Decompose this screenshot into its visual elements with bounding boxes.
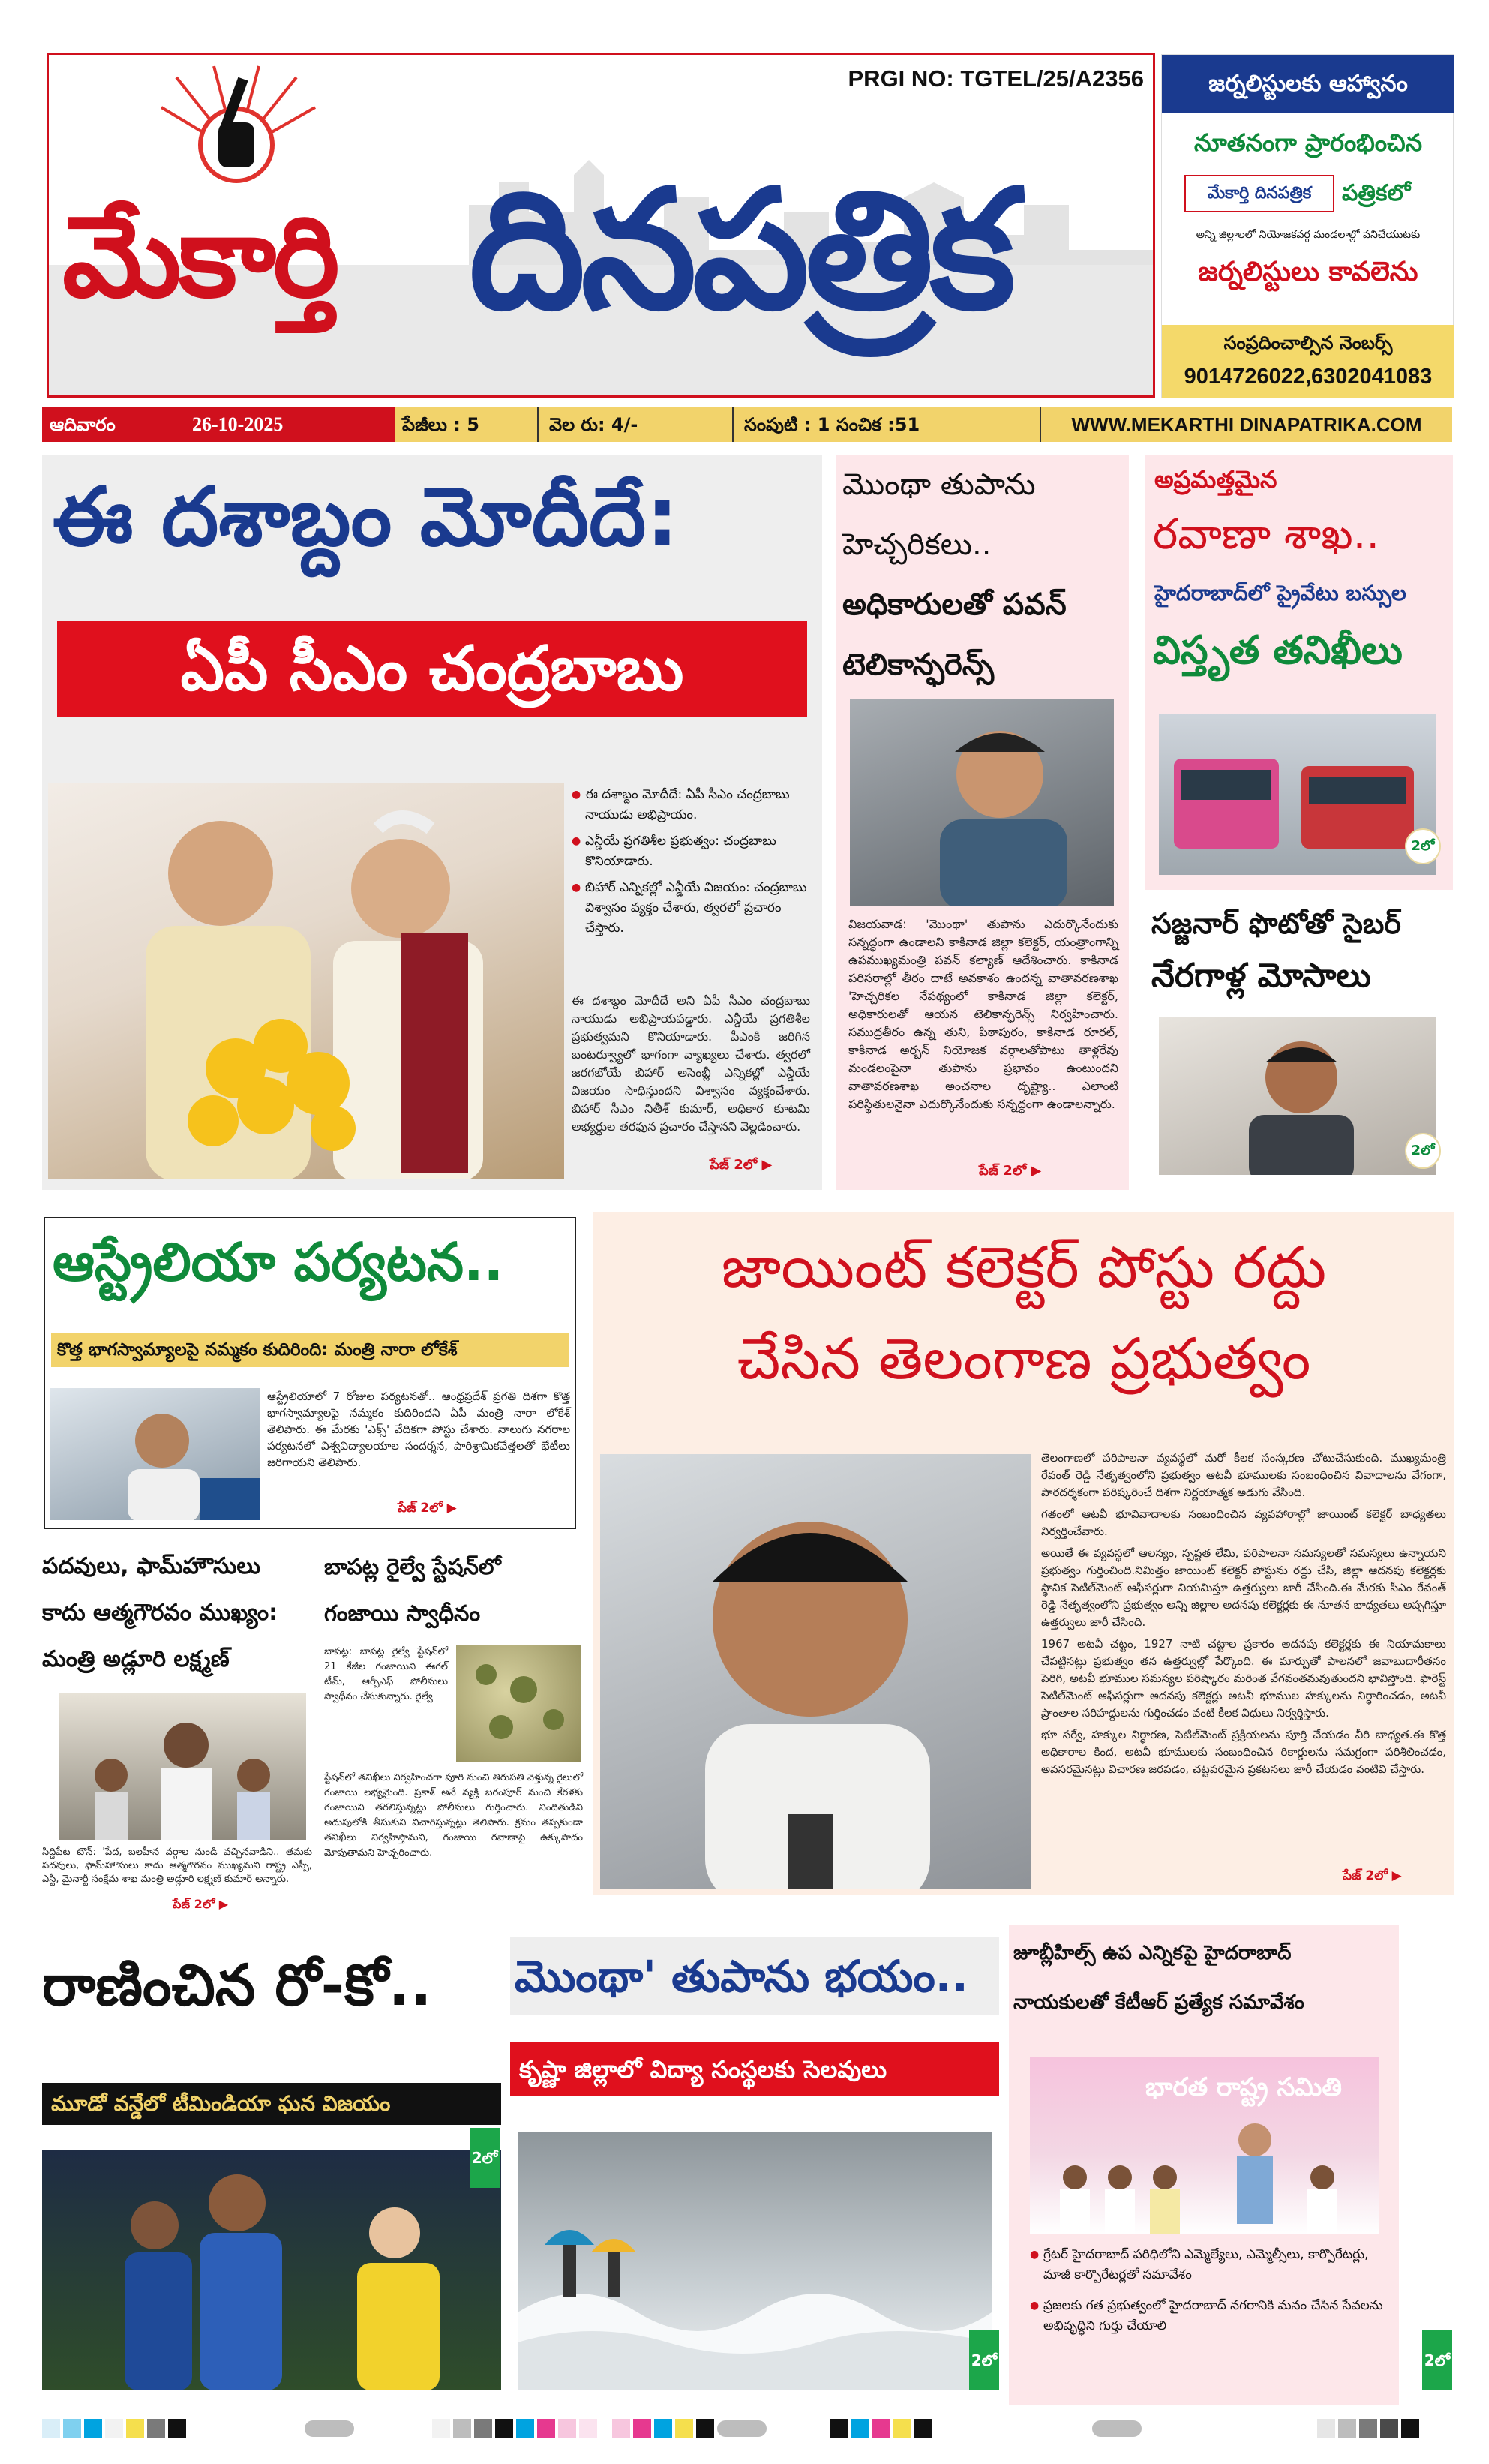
- print-registration-bar: [42, 2419, 1452, 2438]
- bapatla-body: స్టేషన్‌లో తనిఖీలు నిర్వహించగా పూరి నుంచి తిరుపతి వెళ్తున్న రైలులో గంజాయి లభ్యమైంది. ప్రకాశ్ అనే వ్యక్తి బరంపూర్ నుంచి కేరళకు గంజాయిని తరలిస్తున్నట్లు పోలీసులు గుర్తించారు. నిందితుడిని అదుపులోకి తీసుకుని విచారిస్తున్నట్లు తెలిపారు. క్రమం తప్పకుండా తనిఖీలు నిర్వహిస్తామని, గంజాయి రవాణాపై ఉక్కుపాదం మోపుతామని హెచ్చరించారు.: [324, 1772, 583, 1859]
- lokesh-illustration: [50, 1388, 260, 1520]
- sajjanar-headline-line2: నేరగాళ్ల మోసాలు: [1151, 957, 1371, 995]
- lead-headline: ఈ దశాబ్దం మోదీదే:: [53, 470, 679, 564]
- lead-subhead: ఏపీ సీఎం చంద్రబాబు: [57, 621, 807, 717]
- recruit-contact-label: సంప్రదించాల్సిన నెంబర్స్: [1223, 332, 1393, 353]
- prgi-number: PRGI NO: TGTEL/25/A2356: [848, 65, 1144, 92]
- laxman-illustration: [59, 1693, 306, 1840]
- bus-inspection-photo: [1159, 714, 1436, 875]
- collector-body: [1041, 1450, 1446, 1877]
- collector-story: [593, 1212, 1454, 1895]
- pawan-headline-line2: హెచ్చరికలు..: [842, 527, 992, 562]
- jubilee-headline-line1: జూబ్లీహిల్స్ ఉప ఎన్నికపై హైదరాబాద్: [1013, 1942, 1292, 1964]
- transport-page2-badge[interactable]: 2లో: [1405, 828, 1441, 864]
- dateline-volume: సంపుటి : 1 సంచిక :51: [732, 407, 1017, 442]
- revanth-photo: [600, 1454, 1031, 1889]
- pawan-continued-link[interactable]: పేజ్ 2లో ▶: [979, 1163, 1042, 1179]
- collector-paragraph: అయితే ఈ వ్యవస్థలో ఆలస్యం, స్పష్టత లేమి, పరిపాలనా సమస్యలతో సమస్యలు ఉన్నాయని ప్రభుత్వం గుర్తించింది.నిమిత్తం జాయింట్ కలెక్టర్ పోస్టును రద్దు చేసి, జిల్లా ఆదనపు కలెక్టర్లకు స్థానిక సెటిల్‌మెంట్ ఆఫీసర్లుగా నియమిస్తూ ఉత్తర్వులు జారీ చేసింది.ఈ మేరకు సీఎం రేవంత్ రెడ్డి నేతృత్వంలోని ప్రభుత్వం అన్ని జిల్లాల అదనపు కలెక్టర్లకు ఈ నూతన బాధ్యతలు అప్పగిస్తూ ఉత్తర్వులు జారీ చేసింది.: [1041, 1546, 1446, 1629]
- jubilee-story: [1009, 1925, 1399, 2405]
- jubilee-bullets: [1030, 2245, 1387, 2380]
- journalist-recruitment-ad: [1161, 54, 1454, 398]
- storm-waves-photo: [518, 2132, 992, 2390]
- farmhouse-headline-line3: మంత్రి అడ్లూరి లక్ష్మణ్: [42, 1646, 230, 1672]
- sajjanar-illustration: [1159, 1017, 1436, 1175]
- australia-body: ఆస్ట్రేలియాలో 7 రోజుల పర్యటనతో.. ఆంధ్రప్రదేశ్ ప్రగతి దిశగా కొత్త భాగస్వామ్యాలపై నమ్మకం కుదిరిందని ఏపీ మంత్రి నారా లోకేశ్ తెలిపారు. ఈ మేరకు 'ఎక్స్' వేదికగా పోస్టు చేశారు. నాలుగు నగరాల పర్యటనలో విశ్వవిద్యాలయాల సందర్శన, పారిశ్రామికవేత్తలతో భేటీలు జరిగాయని తెలిపారు.: [267, 1390, 570, 1469]
- transport-subline: హైదరాబాద్‌లో ప్రైవేటు బస్సుల: [1154, 581, 1406, 605]
- recruit-contact-box: [1162, 325, 1454, 398]
- recruit-line4: జర్నలిస్టులు కావలెను: [1198, 257, 1418, 287]
- jubilee-bullet: ● గ్రేటర్ హైదరాబాద్ పరిధిలోని ఎమ్మెల్యేలు, ఎమ్మెల్సీలు, కార్పొరేటర్లు, మాజీ కార్పొరేటర్లతో సమావేశం: [1030, 2245, 1387, 2285]
- collector-paragraph: భూ సర్వే, హక్కుల నిర్ధారణ, సెటిల్‌మెంట్ ప్రక్రియలను పూర్తి చేయడం వీరి బాధ్యత.ఈ కొత్త అధికారాల కింద, అటవీ భూములకు సంబంధించిన రికార్డులను సమగ్రంగా పరిశీలించడం, అవసరమైనట్లు విచారణ జరపడం, చట్టపరమైన ప్రకటనలు జారీ చేయడం వంటివి చేస్తారు.: [1041, 1728, 1446, 1776]
- lead-story: [42, 455, 822, 1190]
- bapatla-headline-line1: బాపట్ల రైల్వే స్టేషన్‌లో: [324, 1554, 501, 1579]
- modi-naidu-photo: [48, 783, 564, 1179]
- pawan-headline-line1: మొంథా తుపాను: [842, 467, 1036, 502]
- masthead-title-red: మేకార్తి: [62, 192, 337, 323]
- ganja-seizure-photo: [456, 1645, 581, 1762]
- sajjanar-headline-line1: సజ్జనార్ ఫొటోతో సైబర్: [1151, 907, 1401, 940]
- brs-banner-text: భారత రాష్ట్ర సమితి: [1145, 2072, 1342, 2102]
- farmhouse-continued-link[interactable]: పేజ్ 2లో ▶: [173, 1897, 229, 1911]
- lokesh-photo: [50, 1388, 260, 1520]
- pawan-illustration: [850, 699, 1114, 906]
- cricket-subhead: మూడో వన్డేలో టీమిండియా ఘన విజయం: [42, 2083, 501, 2125]
- sajjanar-photo: [1159, 1017, 1436, 1175]
- dateline-pages: పేజీలు : 5: [402, 414, 479, 435]
- collector-continued-link[interactable]: పేజ్ 2లో ▶: [1343, 1868, 1402, 1883]
- transport-headline2: విస్తృత తనిఖీలు: [1153, 628, 1403, 673]
- transport-story: [1145, 455, 1453, 890]
- cyclone-fear-headline: మొంథా' తుపాను భయం..: [515, 1951, 968, 2002]
- lead-continued-link[interactable]: పేజ్ 2లో ▶: [710, 1157, 773, 1173]
- dateline-website: WWW.MEKARTHI DINAPATRIKA.COM: [1040, 407, 1452, 442]
- recruit-line3: అన్ని జిల్లాలలో నియోజకవర్గ మండలాల్లో పనిచేయుటకు: [1196, 229, 1421, 241]
- cricket-story: [42, 1925, 501, 2405]
- ktr-meeting-photo: [1030, 2057, 1379, 2234]
- jubilee-page2-badge[interactable]: 2లో: [1422, 2330, 1452, 2390]
- australia-continued-link[interactable]: పేజ్ 2లో ▶: [398, 1501, 457, 1516]
- dateline-date: 26-10-2025: [192, 413, 284, 435]
- dateline-day: ఆదివారం: [50, 414, 116, 435]
- pawan-body: విజయవాడ: 'మొంథా' తుపాను ఎదుర్కొనేందుకు సన్నద్ధంగా ఉండాలని కాకినాడ జిల్లా కలెక్టర్, యంత్రాంగాన్ని ఉపముఖ్యమంత్రి పవన్ కల్యాణ్ ఆదేశించారు. కాకినాడ పరిసరాల్లో తీరం దాటే అవకాశం ఉందన్న వాతావరణశాఖ 'హెచ్చరికల నేపథ్యంలో కాకినాడ జిల్లా కలెక్టర్, అధికారులతో ఆయన టెలికాన్ఫరెన్స్ నిర్వహించారు. సముద్రతీరం ఉన్న తుని, పిఠాపురం, కాకినాడ రూరల్, కాకినాడ అర్బన్ నియోజక వర్గాలతోపాటు తాళ్లరేవు మండలంపైనా తుపాను ప్రభావం ఉంటుందని వాతావరణశాఖ అంచనాల దృష్ట్యా.. ఎలాంటి పరిస్థితులనైనా ఎదుర్కొనేందుకు సన్నద్ధంగా ఉండాలన్నారు.: [848, 917, 1118, 1111]
- masthead: [47, 53, 1155, 398]
- farmhouse-headline-line2: కాదు ఆత్మగౌరవం ముఖ్యం:: [42, 1600, 278, 1626]
- registration-swatches: [42, 2419, 1452, 2438]
- pawan-headline-line3: అధికారులతో పవన్: [842, 587, 1067, 622]
- cricket-photo: [42, 2150, 501, 2390]
- cricket-page2-badge[interactable]: 2లో: [470, 2128, 500, 2188]
- adluri-laxman-photo: [59, 1693, 306, 1840]
- collector-paragraph: తెలంగాణలో పరిపాలనా వ్యవస్థలో మరో కీలక సంస్కరణ చోటుచేసుకుంది. ముఖ్యమంత్రి రేవంత్ రెడ్డి నేతృత్వంలోని ప్రభుత్వం ఆటవీ భూములకు సంబంధించిన వివాదాలను వేగంగా, పారదర్శకంగా పరిష్కరించే దిశగా నిర్ణయాత్మక అడుగు వేసింది.: [1041, 1451, 1446, 1499]
- bapatla-headline-line2: గంజాయి స్వాధీనం: [324, 1600, 481, 1626]
- farmhouse-story: [42, 1546, 312, 1898]
- ganja-illustration: [456, 1645, 581, 1762]
- cyclone-pawan-story: [836, 455, 1129, 1190]
- lead-bullet: ● బిహార్ ఎన్నికల్లో ఎన్డీయే విజయం: చంద్రబాబు విశ్వాసం వ్యక్తం చేశారు, త్వరలో ప్రచారం చేస్తారు.: [572, 878, 810, 939]
- cricket-illustration: [42, 2150, 501, 2390]
- bapatla-story: [324, 1546, 583, 1913]
- recruit-phone-numbers: 9014726022,6302041083: [1184, 365, 1433, 389]
- masthead-title-blue: దినపత్రిక: [469, 154, 1012, 346]
- recruit-line1: నూతనంగా ప్రారంభించిన: [1193, 128, 1423, 157]
- bapatla-body-top: బాపట్ల: బాపట్ల రైల్వే స్టేషన్‌లో 21 కేజీల గంజాయిని ఈగల్ టీమ్, ఆర్పీఎఫ్ పోలీసులు స్వాధీనం చేసుకున్నారు. రైల్వే: [324, 1646, 448, 1702]
- lead-bullet: ● ఈ దశాబ్దం మోదీదే: ఏపీ సీఎం చంద్రబాబు నాయుడు అభిప్రాయం.: [572, 785, 810, 825]
- collector-headline-line1: జాయింట్ కలెక్టర్ పోస్టు రద్దు: [721, 1234, 1327, 1300]
- transport-kicker: అప్రమత్తమైన: [1154, 465, 1277, 494]
- pawan-photo: [850, 699, 1114, 906]
- sajjanar-story: [1145, 890, 1453, 1190]
- recruit-mini-logo: మేకార్తి దినపత్రిక: [1184, 175, 1334, 212]
- lead-bullets-box: [572, 785, 810, 987]
- cricket-headline: రాణించిన రో-కో..: [42, 1952, 432, 2018]
- cyclone-fear-story: [510, 1925, 999, 2405]
- lead-body: ఈ దశాబ్దం మోదీదే అని ఏపీ సీఎం చంద్రబాబు నాయుడు అభిప్రాయపడ్డారు. ఎన్డీయే ప్రగతిశీల ప్రభుత్వమని కొనియాడారు. పీఎంకి జరిగిన బంటర్వ్యూలో భాగంగా వ్యాఖ్యలు చేశారు. త్వరలో జరగబోయే బిహార్ అసెంబ్లీ ఎన్నికల్లో ఎన్డీయే విజయం సాధిస్తుందని విశ్వాసం వ్యక్తంచేశారు. బిహార్ సీఎం నితీశ్ కుమార్, అధికార కూటమి అభ్యర్థుల తరఫున ప్రచారం చేస్తానని వెల్లడించారు.: [572, 993, 810, 1134]
- recruit-line2: పత్రికలో: [1342, 180, 1411, 206]
- collector-paragraph: గతంలో ఆటవీ భూవివాదాలకు సంబంధించిన వ్యవహారాల్లో జాయింట్ కలెక్టర్ బాధ్యతలు నిర్వర్తించేవారు.: [1041, 1507, 1446, 1538]
- jubilee-headline-line2: నాయకులతో కేటీఆర్ ప్రత్యేక సమావేశం: [1013, 1991, 1304, 2014]
- collector-headline-line2: చేసిన తెలంగాణ ప్రభుత్వం: [737, 1325, 1311, 1392]
- recruit-heading: జర్నలిస్టులకు ఆహ్వానం: [1162, 55, 1454, 113]
- farmhouse-headline-line1: పదవులు, ఫామ్‌హౌసులు: [42, 1553, 260, 1579]
- ktr-meeting-illustration: [1030, 2117, 1379, 2234]
- pawan-headline-line4: టెలికాన్ఫరెన్స్: [842, 648, 995, 682]
- modi-naidu-illustration: [48, 783, 564, 1179]
- jubilee-bullet: ● ప్రజలకు గత ప్రభుత్వంలో హైదరాబాద్ నగరానికి మనం చేసిన సేవలను అభివృద్ధిని గుర్తు చేయాలి: [1030, 2296, 1387, 2336]
- lead-bullet: ● ఎన్డీయే ప్రగతిశీల ప్రభుత్వం: చంద్రబాబు కొనియాడారు.: [572, 831, 810, 872]
- australia-headline: ఆస్ట్రేలియా పర్యటన..: [53, 1231, 504, 1293]
- bus-illustration: [1159, 714, 1436, 875]
- transport-headline: రవాణా శాఖ..: [1153, 510, 1380, 559]
- australia-subhead: కొత్త భాగస్వామ్యాలపై నమ్మకం కుదిరింది: మంత్రి నారా లోకేశ్: [51, 1333, 569, 1367]
- sajjanar-page2-badge[interactable]: 2లో: [1405, 1133, 1441, 1169]
- farmhouse-body: సిద్దిపేట టౌన్: 'పేద, బలహీన వర్గాల నుండి వచ్చినవాడిని.. తమకు పదవులు, ఫామ్‌హౌసులు కాదు ఆత్మగౌరవం ముఖ్యమని రాష్ట్ర ఎస్సీ, ఎస్టీ, మైనార్టీ సంక్షేమ శాఖ మంత్రి అడ్లూరి లక్ష్మణ్ కుమార్ అన్నారు.: [42, 1846, 312, 1885]
- australia-story: [44, 1217, 576, 1529]
- revanth-illustration: [600, 1454, 1031, 1889]
- storm-illustration: [518, 2132, 992, 2390]
- dateline-strip: [42, 407, 1452, 442]
- dateline-price: వెల రు: 4/-: [537, 407, 717, 442]
- cyclone-fear-subhead: కృష్ణా జిల్లాలో విద్యా సంస్థలకు సెలవులు: [510, 2042, 999, 2096]
- cyclone-fear-page2-badge[interactable]: 2లో: [969, 2330, 999, 2390]
- collector-paragraph: 1967 అటవీ చట్టం, 1927 నాటి చట్టాల ప్రకారం అదనపు కలెక్టర్లకు ఈ నియామకాలు చేపట్టినట్లు ప్రభుత్వం తన ఉత్తర్వుల్లో పేర్కొంది. ఈ మార్పుతో పాలనలో జవాబుదారీతనం పెరిగి, అటవీ భూముల సమస్యల పరిష్కారం మరింత వేగవంతమవుతుందని భావిస్తోంది. ఫారెస్ట్ సెటిల్‌మెంట్ ఆఫీసర్లుగా అదనపు కలెక్టర్లు అటవీ భూముల హక్కులను నిర్ధారించడం, అటవీ ప్రాంతాల సరిహద్దులను గుర్తించడం వంటి కీలక విధులు నిర్వర్తిస్తారు.: [1041, 1637, 1446, 1720]
